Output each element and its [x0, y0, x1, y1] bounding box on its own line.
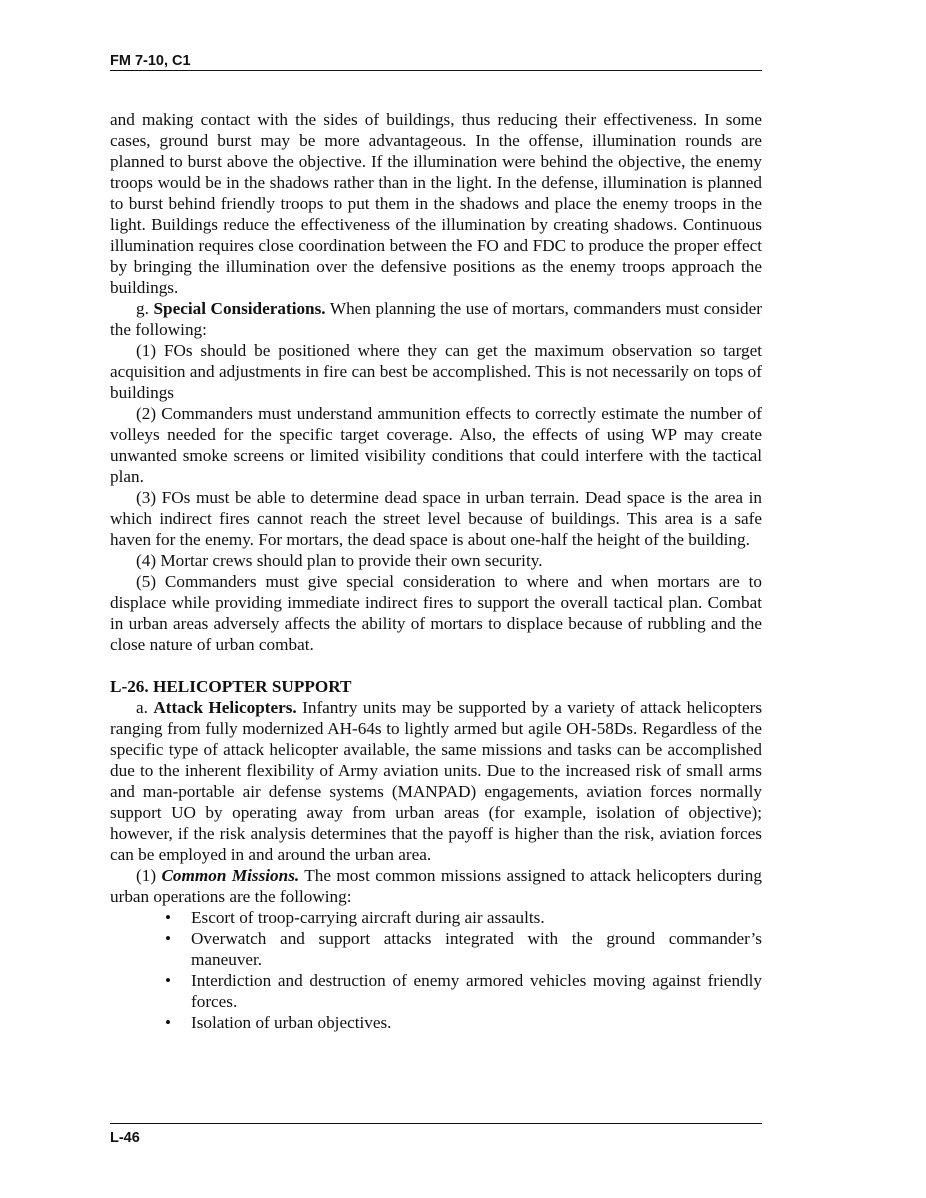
bullet-text: Interdiction and destruction of enemy armored vehicles moving against friendly forces.	[191, 971, 762, 1011]
bullet-item	[110, 970, 762, 1012]
page-body	[110, 109, 762, 1033]
running-header	[110, 53, 762, 71]
bullet-icon: •	[165, 908, 172, 927]
missions-text: The most common missions assigned to attack helicopters during urban operations are the following:	[110, 866, 762, 906]
list-item: (4) Mortar crews should plan to provide their own security.	[136, 551, 543, 570]
paragraph-g-letter: g.	[136, 299, 149, 318]
bullet-item	[110, 928, 762, 970]
bullet-icon: •	[165, 971, 172, 990]
missions-bullet-list	[110, 907, 762, 1033]
list-item: (2) Commanders must understand ammunition effects to correctly estimate the number of volleys needed for the specific target coverage. Also, the effects of using WP may create unwanted smoke screens or limited visibility conditions that could interfere with the tactical plan.	[110, 404, 762, 486]
paragraph-a-letter: a.	[136, 698, 148, 717]
bullet-icon: •	[165, 1013, 172, 1032]
page-number: L-46	[110, 1130, 140, 1146]
paragraph-common-missions	[110, 865, 762, 907]
header-doc-id: FM 7-10, C1	[110, 53, 191, 69]
paragraph-g-title: Special Considerations.	[153, 299, 326, 318]
paragraph-g	[110, 298, 762, 340]
bullet-text: Overwatch and support attacks integrated with the ground commander’s maneuver.	[191, 929, 762, 969]
list-item: (3) FOs must be able to determine dead space in urban terrain. Dead space is the area in which indirect fires cannot reach the street level because of buildings. This area is a safe haven for the enemy. For mortars, the dead space is about one-half the height of the building.	[110, 488, 762, 549]
paragraph-a-title: Attack Helicopters.	[153, 698, 297, 717]
missions-title: Common Missions.	[161, 866, 300, 885]
paragraph-a-text: Infantry units may be supported by a variety of attack helicopters ranging from fully modernized AH-64s to lightly armed but agile OH-58Ds. Regardless of the specific type of attack helicopter available, the same missions and tasks can be accomplished due to the inherent flexibility of Army aviation units. Due to the increased risk of small arms and man-portable air defense systems (MANPAD) engagements, aviation forces normally support UO by operating away from urban areas (for example, isolation of objective); however, if the risk analysis determines that the payoff is higher than the risk, aviation forces can be employed in and around the urban area.	[110, 698, 763, 864]
bullet-item	[110, 907, 762, 928]
missions-number: (1)	[136, 866, 157, 885]
bullet-text: Isolation of urban objectives.	[191, 1013, 392, 1032]
paragraph-continued: and making contact with the sides of buildings, thus reducing their effectiveness. In some cases, ground burst may be more advantageous. In the offense, illumination rounds are planned to burst above the objective. If the illumination were behind the objective, the enemy troops would be in the shadows rather than in the light. In the defense, illumination is planned to burst behind friendly troops to put them in the shadows and place the enemy troops in the light. Buildings reduce the effectiveness of the illumination by creating shadows. Continuous illumination requires close coordination between the FO and FDC to produce the proper effect by bringing the illumination over the defensive positions as the enemy troops approach the buildings.	[110, 110, 762, 297]
bullet-item	[110, 1012, 762, 1033]
running-footer	[110, 1123, 762, 1147]
section-heading: L-26. HELICOPTER SUPPORT	[110, 677, 352, 696]
list-item: (1) FOs should be positioned where they can get the maximum observation so target acquisition and adjustments in fire can best be accomplished. This is not necessarily on tops of buildings	[110, 341, 762, 402]
section-spacer	[110, 655, 762, 676]
paragraph-g-text: When planning the use of mortars, commanders must consider the following:	[110, 299, 762, 339]
paragraph-a	[110, 697, 762, 865]
list-item: (5) Commanders must give special consideration to where and when mortars are to displace while providing immediate indirect fires to support the overall tactical plan. Combat in urban areas adversely affects the ability of mortars to displace because of rubbling and the close nature of urban combat.	[110, 572, 762, 654]
bullet-icon: •	[165, 929, 172, 948]
bullet-text: Escort of troop-carrying aircraft during air assaults.	[191, 908, 545, 927]
